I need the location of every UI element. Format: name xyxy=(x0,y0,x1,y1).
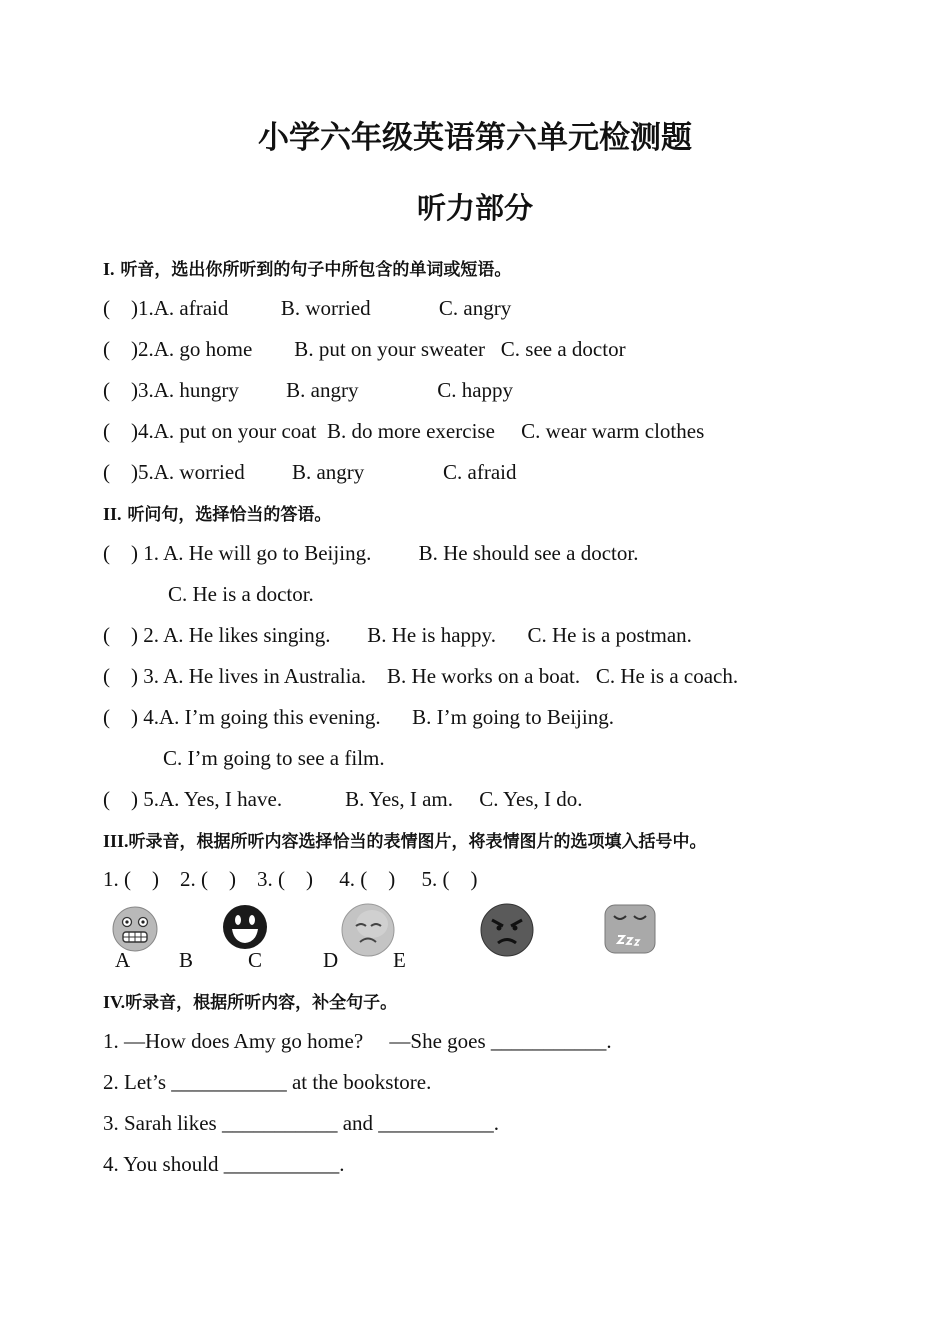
section-2-heading xyxy=(103,501,331,528)
face-label-b: B xyxy=(179,948,194,972)
face-label-d: D xyxy=(323,948,339,972)
angry-face-icon xyxy=(480,903,534,957)
happy-face-icon xyxy=(222,904,268,950)
section-4-title: 听录音，根据所听内容，补全句子。 xyxy=(125,993,398,1013)
section-2-number: II. xyxy=(103,504,122,524)
section-3-title: 听录音，根据所听内容选择恰当的表情图片，将表情图片的选项填入括号中。 xyxy=(128,832,707,852)
section-4-heading xyxy=(103,989,397,1016)
section-1-heading xyxy=(103,256,511,283)
section-4-number: IV. xyxy=(103,992,126,1012)
question-item: ( ) 1. A. He will go to Beijing. B. He should see a doctor. xyxy=(103,541,639,565)
section-1-number: I. xyxy=(103,259,115,279)
sleepy-face-icon xyxy=(604,904,656,954)
question-item: ( )5.A. worried B. angry C. afraid xyxy=(103,460,517,484)
question-item: ( ) 5.A. Yes, I have. B. Yes, I am. C. Yes, I do. xyxy=(103,787,583,811)
question-item: ( ) 2. A. He likes singing. B. He is happy. C. He is a postman. xyxy=(103,623,692,647)
fill-blank-item: 4. You should ___________. xyxy=(103,1152,345,1176)
fill-blank-item: 3. Sarah likes ___________ and ___________. xyxy=(103,1111,500,1135)
question-item: ( )1.A. afraid B. worried C. angry xyxy=(103,296,512,320)
section-3-number: III. xyxy=(103,831,129,851)
section-3-heading xyxy=(103,828,707,855)
fill-blank-item: 1. —How does Amy go home? —She goes ___________. xyxy=(103,1029,612,1053)
question-item: ( )3.A. hungry B. angry C. happy xyxy=(103,378,514,402)
page-subtitle: 听力部分 xyxy=(416,191,533,225)
section-2-title: 听问句，选择恰当的答语。 xyxy=(127,505,332,525)
question-item: ( ) 4.A. I’m going this evening. B. I’m going to Beijing. xyxy=(103,705,614,729)
answer-blanks: 1. ( ) 2. ( ) 3. ( ) 4. ( ) 5. ( ) xyxy=(103,867,478,891)
question-item: ( )4.A. put on your coat B. do more exercise C. wear warm clothes xyxy=(103,419,705,443)
question-item: ( ) 3. A. He lives in Australia. B. He works on a boat. C. He is a coach. xyxy=(103,664,739,688)
question-option: C. He is a doctor. xyxy=(168,582,314,606)
fill-blank-item: 2. Let’s ___________ at the bookstore. xyxy=(103,1070,432,1094)
question-option: C. I’m going to see a film. xyxy=(163,746,385,770)
section-1-title: 听音，选出你所听到的句子中所包含的单词或短语。 xyxy=(120,260,512,280)
face-label-c: C xyxy=(248,948,263,972)
face-label-e: E xyxy=(393,948,406,972)
sad-face-icon xyxy=(340,902,396,958)
question-item: ( )2.A. go home B. put on your sweater C. see a doctor xyxy=(103,337,626,361)
scared-face-icon xyxy=(111,906,159,952)
face-label-a: A xyxy=(115,948,131,972)
page-title: 小学六年级英语第六单元检测题 xyxy=(258,120,692,156)
